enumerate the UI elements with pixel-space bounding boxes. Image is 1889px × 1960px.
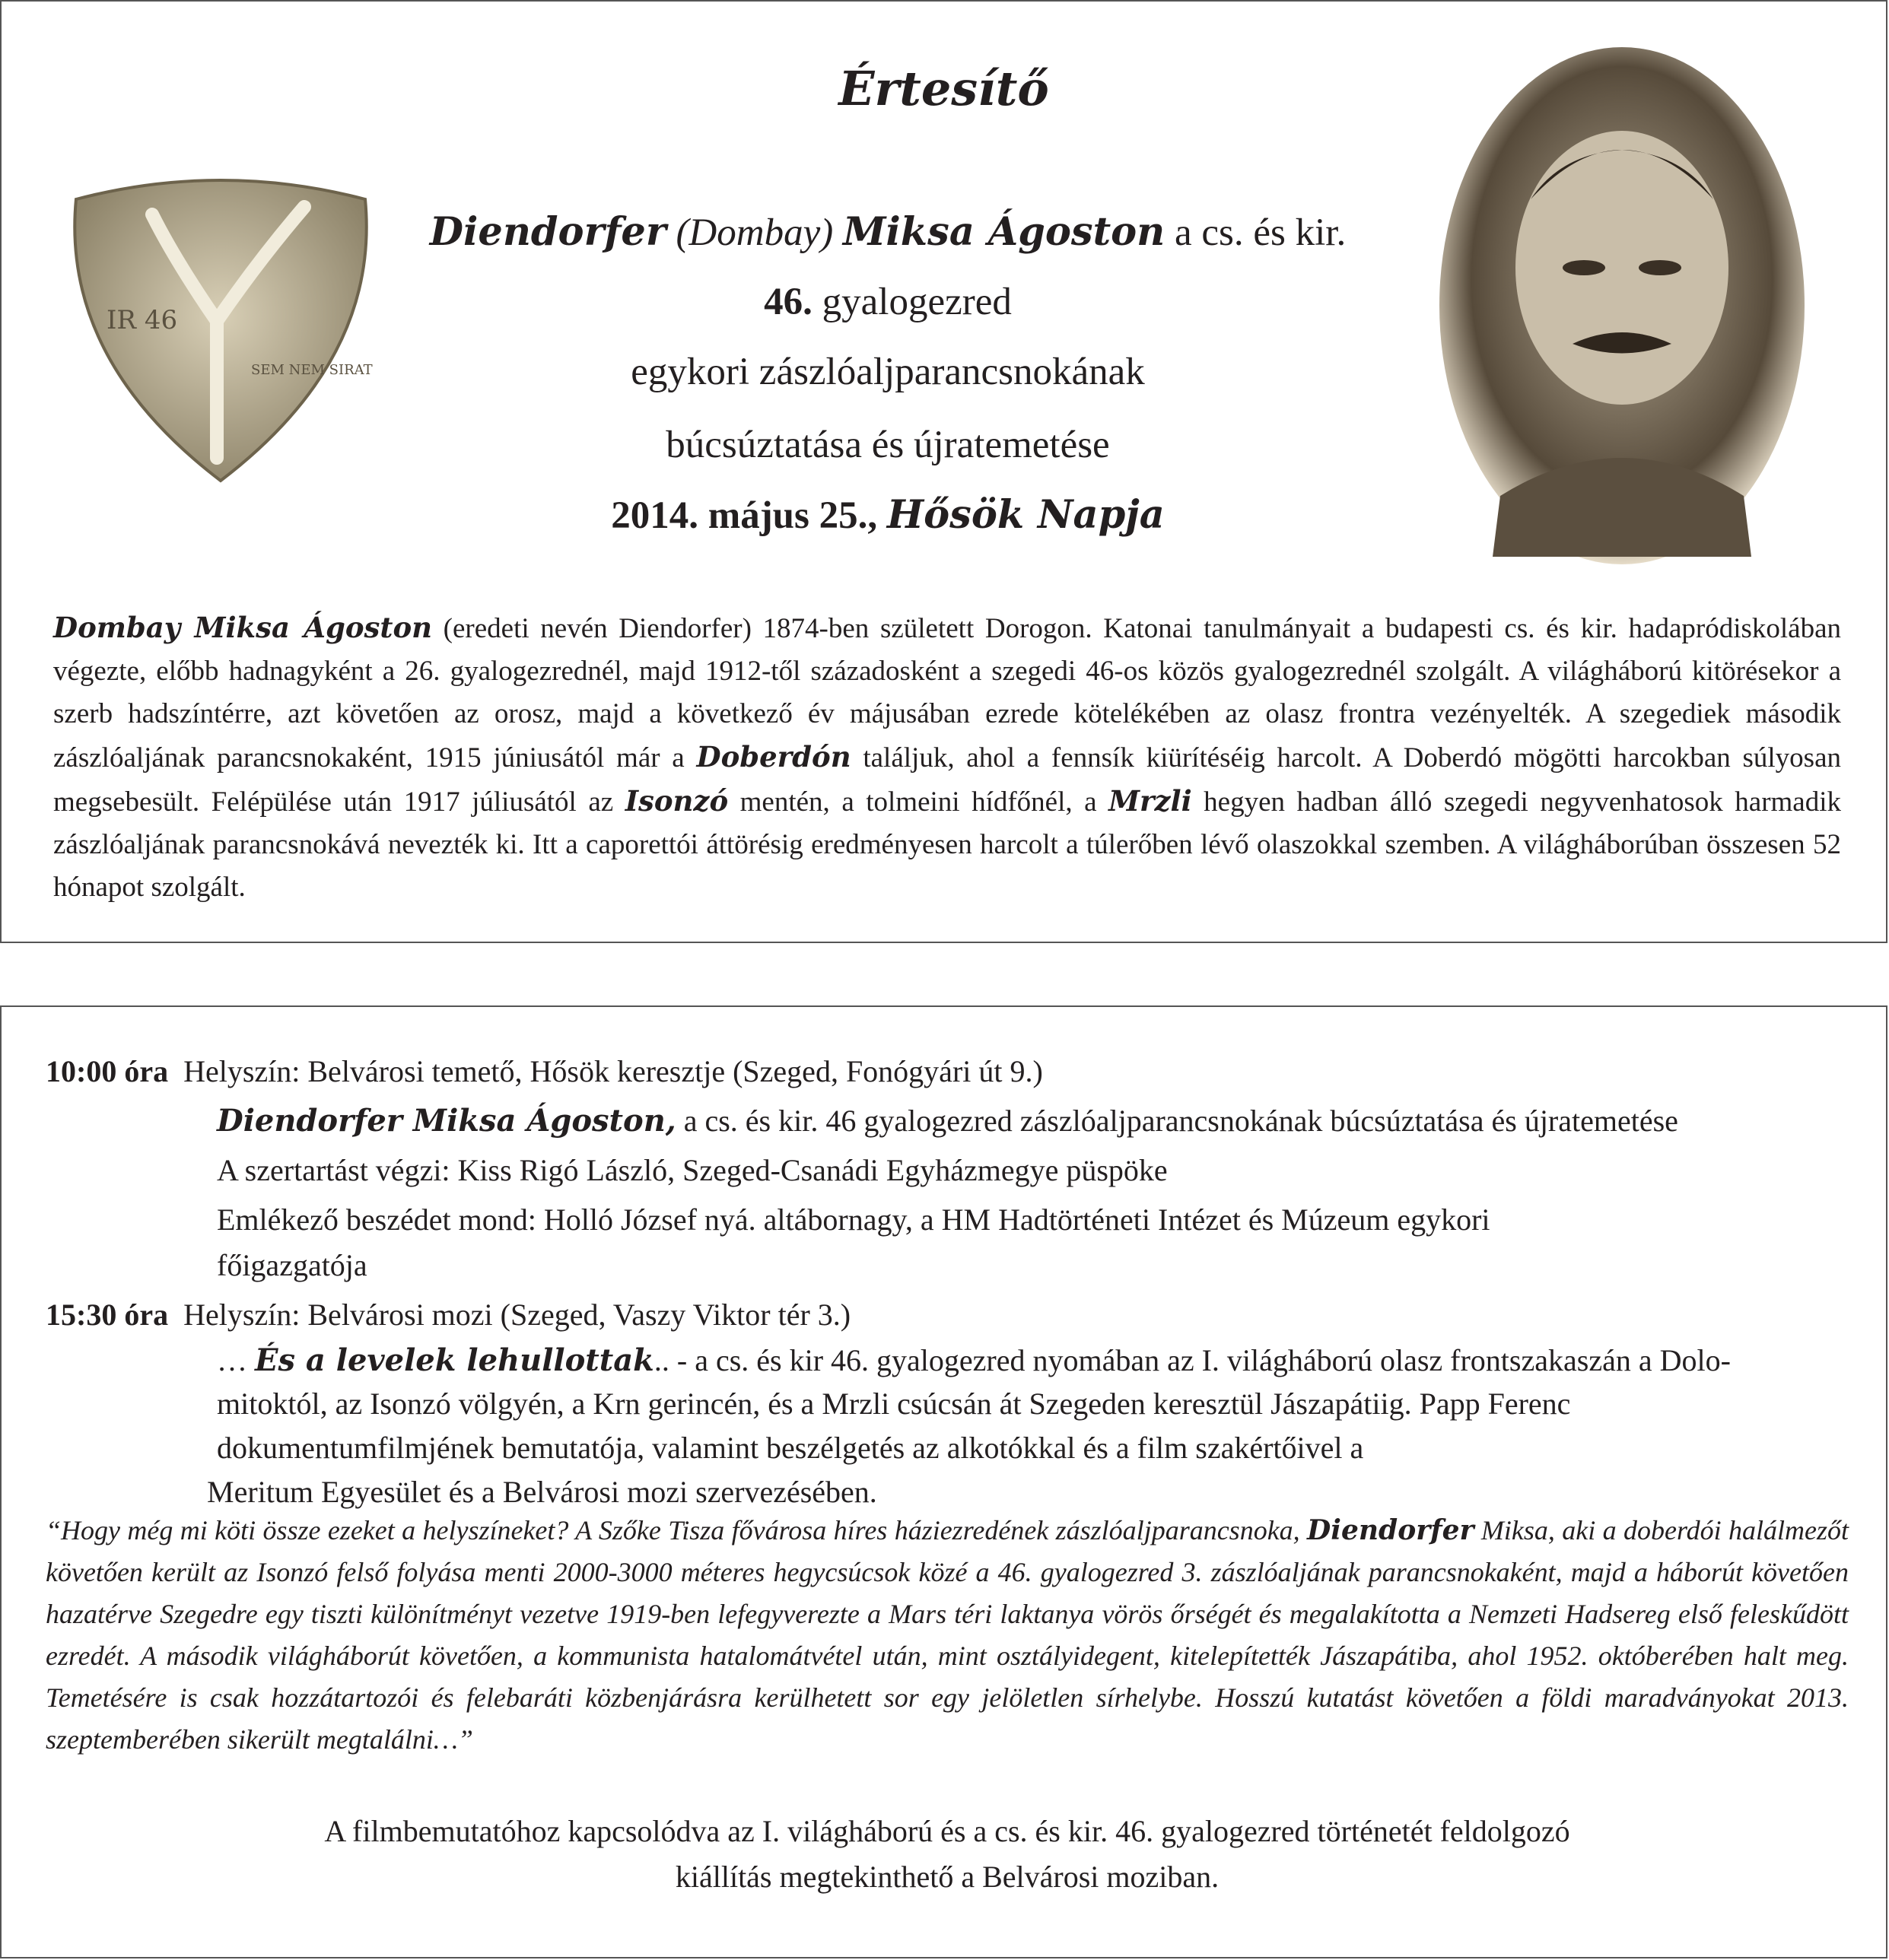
quote-paragraph: “Hogy még mi köti össze ezeket a helyszíneket? A Szőke Tisza fővárosa híres háziezredének zászlóaljparancsnoka, Diendorfer Miksa, aki a doberdói halálmezőt követően került az Isonzó felső folyása menti 2000-3000 méteres hegycsúcsok közé a 46. gyalogezred 3. zászlóaljának parancsnokaként, majd a háborút követően hazatérve Szegedre egy tiszti különítményt vezetve 1919-ben lefegyverezte a Mars téri laktanya vörös őrségét és megalakította a Nemzeti Hadsereg első feleskűdött ezredét. A második világháborút követően, a kommunista hatalomátvétel után, mint osztályidegent, kitelepítették Jászapátiba, ahol 1952. októberében halt meg. Temetésére is csak hozzátartozói és felebaráti közbenjárásra kerülhetett sor egy jelöletlen sírhelybe. Hosszú kutatást követően a földi maradványokat 2013. szeptemberében sikerült megtalálni…” xyxy=(46,1514,1849,1755)
alias: (Dombay) xyxy=(676,211,834,254)
event-1-header xyxy=(46,1053,1043,1089)
event-2-desc-1: … És a levelek lehullottak.. - a cs. és kir 46. gyalogezred nyomában az I. világháború olasz frontszakaszán a Dolo- xyxy=(217,1342,1731,1378)
event-2-header xyxy=(46,1297,851,1333)
badge-motto: SEM NEM SIRAT xyxy=(251,362,373,378)
badge-text: IR 46 xyxy=(107,305,178,335)
event-1-location: Helyszín: Belvárosi temető, Hősök keresztje (Szeged, Fonógyári út 9.) xyxy=(183,1054,1043,1088)
surname: Diendorfer xyxy=(429,209,666,255)
event-1-officiant: A szertartást végzi: Kiss Rigó László, Szeged-Csanádi Egyházmegye püspöke xyxy=(217,1153,1168,1187)
header-line-4: búcsúztatása és újratemetése xyxy=(666,424,1110,466)
header-line-3: egykori zászlóaljparancsnokának xyxy=(631,351,1145,393)
biography-paragraph: Dombay Miksa Ágoston (eredeti nevén Diendorfer) 1874-ben született Dorogon. Katonai tanulmányait a budapesti cs. és kir. hadapródiskolában végezte, előbb hadnagyként a 26. gyalogezrednél, majd 1912-től századosként a szegedi 46-os közös gyalogezrednél szolgált. A világháború kitörésekor a szerb hadszíntérre, azt követően az orosz, majd a következő év májusában ezrede kötelékében az olasz frontra vezényelték. A szegediek második zászlóaljának parancsnokaként, 1915 júniusától már a Doberdón találjuk, ahol a fennsík kiürítéséig harcolt. A Doberdó mögötti harcokban súlyosan megsebesült. Felépülése után 1917 júliusától az Isonzó mentén, a tolmeini hídfőnél, a Mrzli hegyen hadban álló szegedi negyvenhatosok harmadik zászlóaljának parancsnokává nevezték ki. Itt a caporettói áttörésig eredményesen harcolt a túlerőben lévő olaszokkal szemben. A világháborúban összesen 52 hónapot szolgált. xyxy=(53,611,1842,903)
event-name: Hősök Napja xyxy=(886,492,1165,538)
exhibition-note xyxy=(46,1809,1849,1900)
event-1-speaker: Emlékező beszédet mond: Holló József nyá. altábornagy, a HM Hadtörténeti Intézet és Múzeum egykori xyxy=(217,1202,1490,1237)
event-2-time: 15:30 óra xyxy=(46,1298,169,1332)
event-1-title: Diendorfer Miksa Ágoston, a cs. és kir. 46 gyalogezred zászlóaljparancsnokának búcsúztatása és újratemetése xyxy=(217,1103,1678,1139)
event-date: 2014. május 25., xyxy=(611,494,878,537)
film-title: És a levelek lehullottak xyxy=(255,1342,654,1378)
header-line-5 xyxy=(359,492,1417,538)
page-title: Értesítő xyxy=(838,61,1049,116)
event-1-speaker-cont: főigazgatója xyxy=(217,1248,367,1282)
exhibition-note-line-2: kiállítás megtekinthető a Belvárosi moziban. xyxy=(675,1860,1220,1894)
header-line-1: Diendorfer (Dombay) Miksa Ágoston a cs. és kir. xyxy=(429,209,1347,255)
event-2-location: Helyszín: Belvárosi mozi (Szeged, Vaszy Viktor tér 3.) xyxy=(183,1298,851,1332)
bio-name: Dombay Miksa Ágoston xyxy=(53,611,433,644)
event-1-time: 10:00 óra xyxy=(46,1054,169,1088)
given-names: Miksa Ágoston xyxy=(842,209,1166,255)
event-2-desc-2: mitoktól, az Isonzó völgyén, a Krn gerincén, és a Mrzli csúcsán át Szegeden keresztül Jászapátiig. Papp Ferenc xyxy=(217,1387,1571,1421)
portrait-photo xyxy=(1432,24,1812,572)
announcement-panel xyxy=(0,0,1887,943)
event-2-desc-4: Meritum Egyesület és a Belvárosi mozi szervezésében. xyxy=(207,1475,877,1509)
regiment-badge-image xyxy=(61,169,380,488)
header-line-2: 46. gyalogezred xyxy=(764,281,1012,323)
exhibition-note-line-1: A filmbemutatóhoz kapcsolódva az I. világháború és a cs. és kir. 46. gyalogezred történetét feldolgozó xyxy=(324,1814,1570,1848)
event-2-desc-3: dokumentumfilmjének bemutatója, valamint beszélgetés az alkotókkal és a film szakértőivel a xyxy=(217,1431,1364,1465)
